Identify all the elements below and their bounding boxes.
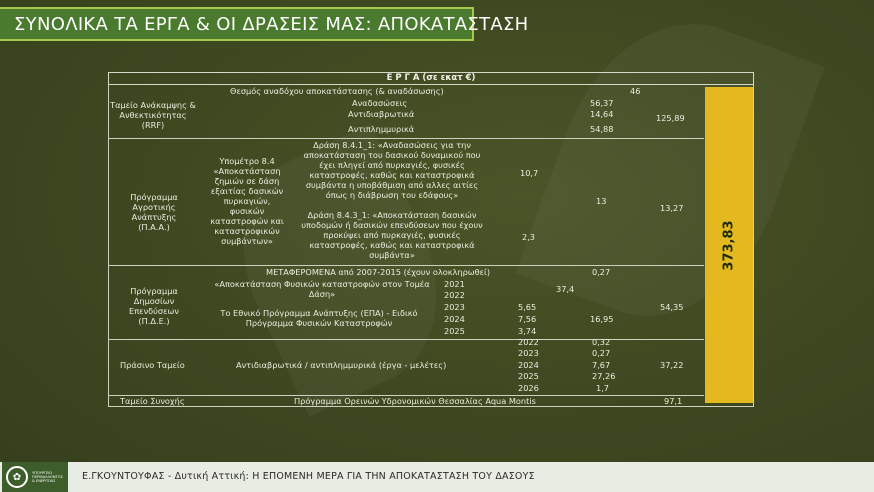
table-header: Ε Ρ Γ Α (σε εκατ €) [108, 72, 754, 85]
green-amount: 27,26 [592, 371, 616, 381]
pde-transferred-label: ΜΕΤΑΦΕΡΟΜΕΝΑ από 2007-2015 (έχουν ολοκληρωθεί) [266, 267, 491, 277]
ministry-logo [2, 462, 68, 492]
pde-subtotal: 54,35 [660, 302, 684, 312]
paa-action1: Δράση 8.4.1_1: «Αναδασώσεις για την αποκατάσταση του δασικού δυναμικού που έχει πληγεί από πυρκαγιές, φυσικές καταστροφές, καθώς και καταστροφικά συμβάντα η υποβάθμιση από αλλες αιτίες όπως η διάβρωση του εδάφους» [303, 140, 481, 200]
paa-action2: Δράση 8.4.3_1: «Αποκατάσταση δασικών υποδομών ή δασικών επενδύσεων που έχουν προκύψει από πυρκαγιές, φυσικές καταστροφές, καθώς και καταστροφικά συμβάντα» [301, 210, 483, 260]
table-border [108, 406, 754, 407]
pde-item2-amount: 7,56 [518, 314, 537, 324]
rrf-row2-value: 56,37 [590, 98, 614, 108]
green-item: Αντιδιαβρωτικά / αντιπλημμυρικά (έργα - μελέτες) [236, 360, 447, 370]
table-border [108, 85, 109, 407]
green-amount: 7,67 [592, 360, 611, 370]
grand-total-cell [705, 87, 753, 403]
paa-sub-label: Υπομέτρο 8.4 «Αποκατάσταση ζημιών σε δάση εξαιτίας δασικών πυρκαγιών, φυσικών καταστροφών και καταστροφικών συμβάντων» [210, 156, 284, 246]
paa-action1-value: 10,7 [520, 168, 539, 178]
cohesion-item: Πρόγραμμα Ορεινών Υδρονομικών Θεσσαλίας Aqua Montis [294, 396, 536, 406]
cohesion-label: Ταμείο Συνοχής [120, 396, 185, 406]
section-divider [108, 339, 704, 340]
paa-label: Πρόγραμμα Αγροτικής Ανάπτυξης (Π.Α.Α.) [130, 192, 178, 232]
rrf-row4-value: 54,88 [590, 124, 614, 134]
green-subtotal: 37,22 [660, 360, 684, 370]
section-divider [108, 265, 704, 266]
green-amount: 0,27 [592, 348, 611, 358]
projects-table [108, 72, 754, 407]
green-amount: 0,32 [592, 337, 611, 347]
rrf-row3-value: 14,64 [590, 109, 614, 119]
pde-item1-year2: 2022 [444, 290, 465, 300]
rrf-subtotal: 125,89 [656, 113, 685, 123]
pde-label: Πρόγραμμα Δημοσίων Επενδύσεων (Π.Δ.Ε.) [129, 286, 179, 326]
table-border [753, 85, 754, 407]
grand-total: 373,83 [721, 219, 737, 271]
cohesion-value: 97,1 [664, 396, 683, 406]
green-year: 2026 [518, 383, 539, 393]
rrf-label: Ταμείο Ανάκαμψης & Ανθεκτικότητας (RRF) [110, 100, 196, 130]
pde-item2-amount: 5,65 [518, 302, 537, 312]
rrf-row1-label: Θεσμός αναδόχου αποκατάστασης (& αναδάσωσης) [230, 86, 444, 96]
green-year: 2023 [518, 348, 539, 358]
rrf-row3-label: Αντιδιαβρωτικά [348, 109, 415, 119]
green-amount: 1,7 [596, 383, 610, 393]
rrf-row2-label: Αναδασώσεις [352, 98, 408, 108]
green-year: 2022 [518, 337, 539, 347]
logo-text: ΥΠΟΥΡΓΕΙΟ ΠΕΡΙΒΑΛΛΟΝΤΟΣ & ΕΝΕΡΓΕΙΑΣ [32, 471, 63, 483]
footer-caption: Ε.ΓΚΟΥΝΤΟΥΦΑΣ - Δυτική Αττική: Η ΕΠΟΜΕΝΗ ΜΕΡΑ ΓΙΑ ΤΗΝ ΑΠΟΚΑΤΑΣΤΑΣΗ ΤΟΥ ΔΑΣΟΥΣ [82, 471, 535, 482]
section-divider [108, 138, 704, 139]
pde-item1-year1: 2021 [444, 279, 465, 289]
pde-transferred-value: 0,27 [592, 267, 611, 277]
emblem-icon: ✿ [6, 466, 28, 488]
pde-item1: «Αποκατάσταση Φυσικών καταστροφών στον Τομέα Δάση» [214, 279, 430, 299]
green-year: 2024 [518, 360, 539, 370]
green-year: 2025 [518, 371, 539, 381]
pde-item1-value: 37,4 [556, 284, 575, 294]
pde-item2-year: 2025 [444, 326, 465, 336]
pde-item2-amount: 3,74 [518, 326, 537, 336]
rrf-row4-label: Αντιπλημμυρικά [348, 124, 415, 134]
slide-title: ΣΥΝΟΛΙΚΑ ΤΑ ΕΡΓΑ & ΟΙ ΔΡΑΣΕΙΣ ΜΑΣ: ΑΠΟΚΑΤΑΣΤΑΣΗ [0, 7, 474, 41]
paa-subtotal: 13,27 [660, 203, 684, 213]
green-label: Πράσινο Ταμείο [120, 360, 185, 370]
paa-action2-value: 2,3 [522, 232, 536, 242]
paa-mid-value: 13 [596, 196, 607, 206]
pde-item2-year: 2023 [444, 302, 465, 312]
rrf-row1-value: 46 [630, 86, 641, 96]
pde-item2-year: 2024 [444, 314, 465, 324]
pde-item2-value: 16,95 [590, 314, 614, 324]
pde-item2: Το Εθνικό Πρόγραμμα Ανάπτυξης (ΕΠΑ) - Ειδικό Πρόγραμμα Φυσικών Καταστροφών [220, 308, 418, 328]
